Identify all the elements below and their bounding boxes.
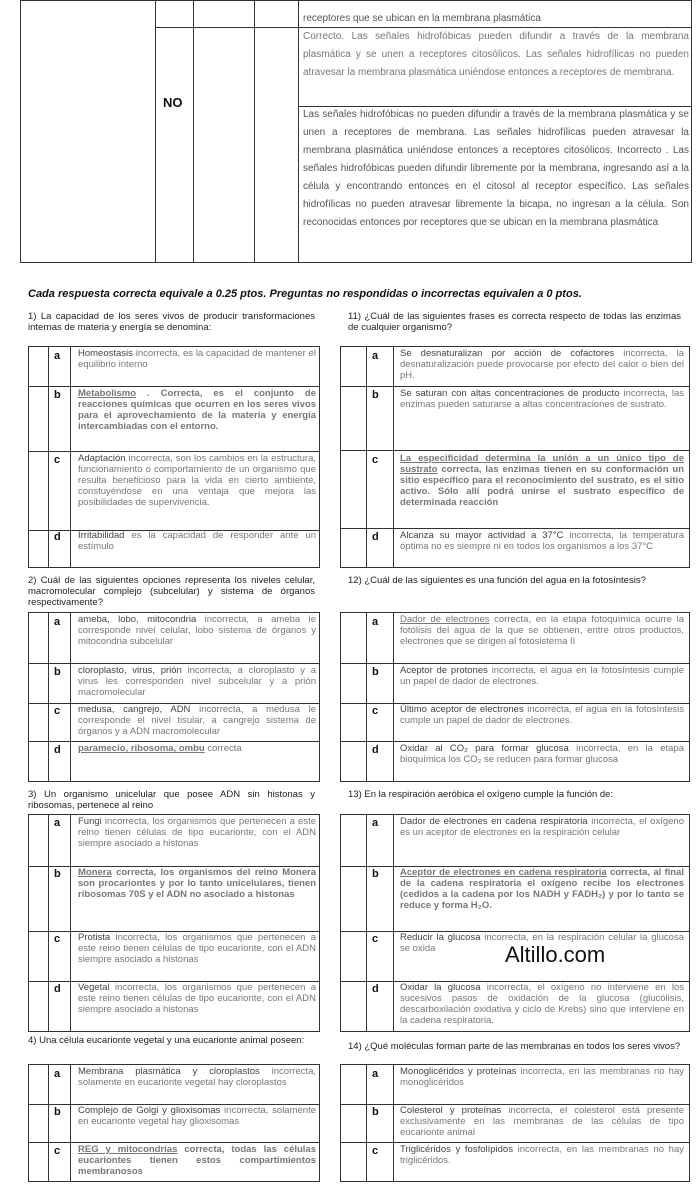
q2-b-letter: b xyxy=(54,666,61,678)
q13-d-letter: d xyxy=(372,983,379,995)
q4-c-text: REG y mitocondrias correcta, todas las células eucariontes tienen estos compartimientos membranosos xyxy=(78,1144,316,1177)
q2-a-text: ameba, lobo, mitocondria incorrecta, a ameba le corresponde nivel celular, lobo sistema de órganos y mitocondria subcelular xyxy=(78,614,316,647)
q4-b-letter: b xyxy=(54,1106,61,1118)
q14-b-letter: b xyxy=(372,1106,379,1118)
q14-c-text: Triglicéridos y fosfolípidos incorrecta, en las membranas no hay triglicéridos. xyxy=(400,1144,684,1166)
q14-a-text: Monoglicéridos y proteínas incorrecta, en las membranas no hay monoglicéridos xyxy=(400,1066,684,1088)
scoring-heading: Cada respuesta correcta equivale a 0.25 ptos. Preguntas no respondidas o incorrectas equivalen a 0 ptos. xyxy=(28,288,582,300)
q2-c-letter: c xyxy=(54,705,61,717)
q11-b-letter: b xyxy=(372,389,379,401)
top-row2-text: Las señales hidrofóbicas no pueden difundir a través de la membrana plasmática y se unen a receptores de membrana. Las señales hidrofílicas pueden atravesar la membrana plasmática uniéndose entonces a receptores citosólicos. Incorrecto . Las señales hidrofóbicas pueden difundir libremente por la membrana, ingresando así a la célula y encontrando entonces en el citosol al receptor específico. Las señales hidrofílicas no pueden atravesar libremente la bicapa, no ingresan a la célula. Son reconocidas entonces por receptores que se ubican en la membrana plasmática xyxy=(303,109,689,228)
q1-question: 1) La capacidad de los seres vivos de producir transformaciones internas de materia y energía se denomina: xyxy=(28,311,315,333)
q11-b-text: Se saturan con altas concentraciones de producto incorrecta, las enzimas pueden saturarse a altas concentraciones de sustrato. xyxy=(400,388,684,410)
q12-b-text: Aceptor de protones incorrecta, el agua en la fotosíntesis cumple un papel de dador de electrones. xyxy=(400,665,685,687)
q14-c-letter: c xyxy=(372,1145,379,1157)
q3-question: 3) Un organismo unicelular que posee ADN sin histonas y ribosomas, pertenece al reino xyxy=(28,789,315,811)
q12-d-text: Oxidar al CO₂ para formar glucosa incorrecta, en la etapa bioquímica los CO₂ se reducen para formar glucosa xyxy=(400,743,684,765)
q4-a-letter: a xyxy=(54,1068,61,1080)
q11-d-letter: d xyxy=(372,531,379,543)
q3-d-letter: d xyxy=(54,983,61,995)
q1-d-letter: d xyxy=(54,531,61,543)
q12-b-letter: b xyxy=(372,666,379,678)
q2-a-letter: a xyxy=(54,616,61,628)
no-label: NO xyxy=(163,95,183,110)
q3-b-text: Monera correcta, los organismos del reino Monera son procariontes y por lo tanto unicelulares, tienen ribosomas 70S y el ADN no asociado a histonas xyxy=(78,867,316,900)
q3-b-letter: b xyxy=(54,868,61,880)
q2-d-text: paramecio, ribosoma, ombu correcta xyxy=(78,743,242,754)
q11-d-text: Alcanza su mayor actividad a 37°C incorrecta, la temperatura óptima no es siempre ni en todos los organismos a los 37°C xyxy=(400,530,684,552)
q13-c-text: Reducir la glucosa incorrecta, en la respiración celular la glucosa se oxida xyxy=(400,932,684,954)
q13-a-text: Dador de electrones en cadena respiratoria incorrecta, el oxígeno es un aceptor de electrones en la respiración celular xyxy=(400,816,684,838)
top-row1-text: Correcto. Las señales hidrofóbicas pueden difundir a través de la membrana plasmática y se unen a receptores citosólicos. Las señales hidrofílicas no pueden atravesar la membrana plasmática uniéndose entonces a receptores de membrana. xyxy=(303,31,689,78)
q2-b-text: cloroplasto, virus, prión incorrecta, a cloroplasto y a virus les corresponden nivel subcelular y a prión macromolecular xyxy=(78,665,316,698)
q1-a-text: Homeostasis incorrecta, es la capacidad de mantener el equilibrio interno xyxy=(78,348,316,370)
q1-d-text: Irritabilidad es la capacidad de responder ante un estímulo xyxy=(78,530,316,552)
q12-a-letter: a xyxy=(372,616,379,628)
q2-question: 2) Cuál de las siguientes opciones representa los niveles celular, macromolecular complejo (subcelular) y sistema de órganos respectivamente? xyxy=(28,575,315,608)
q14-a-letter: a xyxy=(372,1068,379,1080)
q13-b-letter: b xyxy=(372,868,379,880)
q2-c-text: medusa, cangrejo, ADN incorrecta, a medusa le corresponde el nivel tisular, a cangrejo sistema de órganos y a ADN macromolecular xyxy=(78,704,316,737)
q1-a-letter: a xyxy=(54,350,61,362)
q14-b-text: Colesterol y proteínas incorrecta, el colesterol está presente exclusivamente en las membranas de las células de tipo eucarionte animal xyxy=(400,1105,684,1138)
top-row0-text: receptores que se ubican en la membrana plasmática xyxy=(303,13,541,24)
q3-c-letter: c xyxy=(54,933,61,945)
q2-d-letter: d xyxy=(54,744,61,756)
watermark-logo: Altillo.com xyxy=(505,942,606,967)
q11-c-text: La especificidad determina la unión a un único tipo de sustrato correcta, las enzimas tienen en su conformación un sitio específico para el reconocimiento del sustrato, es el sitio activo. Sólo allí podrá unirse el sustrato específico de determinada reacción xyxy=(400,453,684,508)
q1-c-letter: c xyxy=(54,454,61,466)
q14-question: 14) ¿Qué moléculas forman parte de las membranas en todos los seres vivos? xyxy=(348,1041,681,1052)
q1-b-letter: b xyxy=(54,389,61,401)
q12-a-text: Dador de electrones correcta, en la etapa fotoquímica ocurre la fotólisis del agua de la que se obtienen, entre otros productos, electrones que se dirigen al fotosistema II xyxy=(400,614,684,647)
q1-c-text: Adaptación incorrecta, son los cambios en la estructura, funcionamiento o comportamiento de un organismo que resulta beneficioso para la vida en cierto ambiente, constuyéndose en una ventaja que mejora las posibilidades de supervivencia. xyxy=(78,453,316,508)
q11-a-text: Se desnaturalizan por acción de cofactores incorrecta, la desnaturalización puede provocarse por efecto del calor o bien del pH. xyxy=(400,348,684,381)
q12-question: 12) ¿Cuál de las siguientes es una función del agua en la fotosíntesis? xyxy=(348,575,646,586)
q11-c-letter: c xyxy=(372,454,379,466)
q12-c-letter: c xyxy=(372,705,379,717)
q1-b-text: Metabolismo . Correcta, es el conjunto de reacciones químicas que ocurren en los seres vivos para el aprovechamiento de la materia y energía intercambiadas con el entorno. xyxy=(78,388,316,432)
q13-b-text: Aceptor de electrones en cadena respiratoria correcta, al final de la cadena respiratoria el oxígeno recibe los electrones (cedidos a la cadena por los NADH y FADH₂) y por lo tanto se reduce y forma H₂O. xyxy=(400,867,684,911)
q13-d-text: Oxidar la glucosa incorrecta, el oxígeno no interviene en los sucesivos pasos de oxidación de la glucosa (glucólisis, descarboxilación oxidativa y ciclo de Krebs) sino que interviene en la cadena respiratoria. xyxy=(400,982,684,1026)
q4-question: 4) Una célula eucarionte vegetal y una eucarionte animal poseen: xyxy=(28,1035,305,1046)
q3-c-text: Protista incorrecta, los organismos que pertenecen a este reino tienen células de tipo eucarionte, con el ADN siempre asociado a histonas xyxy=(78,932,316,965)
q13-a-letter: a xyxy=(372,817,379,829)
q11-a-letter: a xyxy=(372,350,379,362)
q4-c-letter: c xyxy=(54,1145,61,1157)
q4-a-text: Membrana plasmática y cloroplastos incorrecta, solamente en eucarionte vegetal hay cloroplastos xyxy=(78,1066,316,1088)
q13-c-letter: c xyxy=(372,933,379,945)
q3-a-letter: a xyxy=(54,817,61,829)
q4-b-text: Complejo de Golgi y glioxisomas incorrecta, solamente en eucarionte vegetal hay glioxisomas xyxy=(78,1105,316,1127)
q3-a-text: Fungi incorrecta, los organismos que pertenecen a este reino tienen células de tipo eucarionte, con el ADN siempre asociado a histonas xyxy=(78,816,316,849)
q3-d-text: Vegetal incorrecta, los organismos que pertenecen a este reino tienen células de tipo eucarionte, con el ADN siempre asociado a histonas xyxy=(78,982,316,1015)
q12-c-text: Último aceptor de electrones incorrecta, el agua en la fotosíntesis cumple un papel de dador de electrones. xyxy=(400,704,684,726)
q12-d-letter: d xyxy=(372,744,379,756)
q13-question: 13) En la respiración aeróbica el oxígeno cumple la función de: xyxy=(348,789,614,800)
q11-question: 11) ¿Cuál de las siguientes frases es correcta respecto de todas las enzimas de cualquier organismo? xyxy=(348,311,681,333)
